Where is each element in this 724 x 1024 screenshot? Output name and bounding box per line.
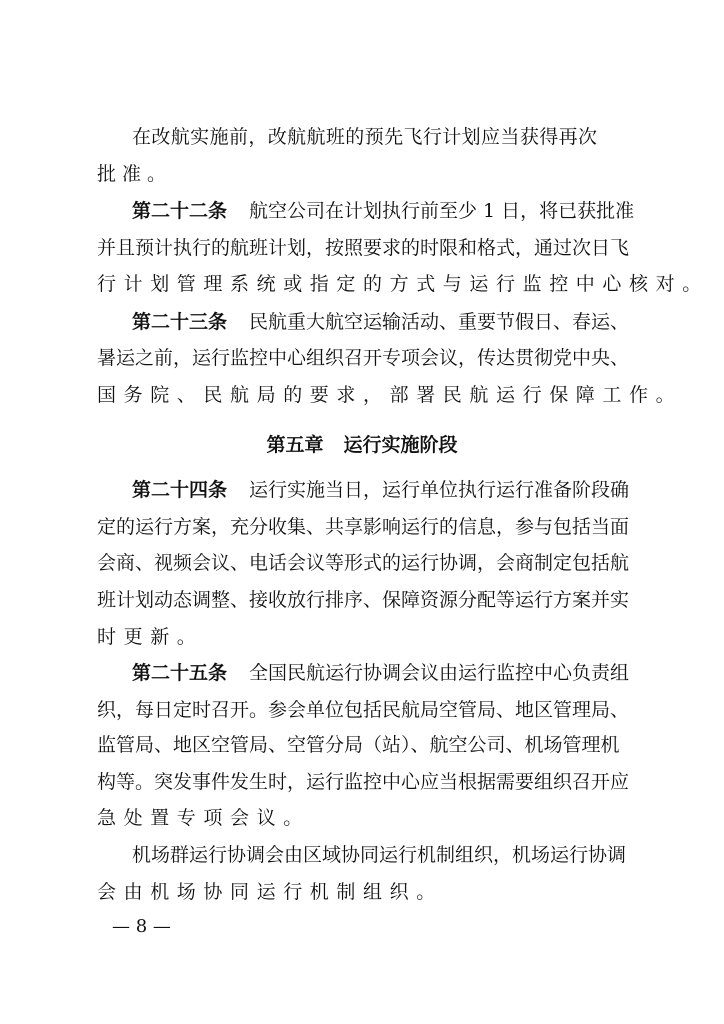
paragraph-line: 国务院、民航局的要求，部署民航运行保障工作。 <box>97 384 683 406</box>
article-text: 民航重大航空运输活动、重要节假日、春运、 <box>249 311 630 333</box>
paragraph-line: 时更新。 <box>97 626 204 648</box>
article-text: 运行实施当日，运行单位执行运行准备阶段确 <box>249 479 630 501</box>
chapter-title: 运行实施阶段 <box>343 434 458 456</box>
chapter-number: 第五章 <box>266 434 324 456</box>
paragraph-line: 暑运之前，运行监控中心组织召开专项会议，传达贯彻党中央、 <box>97 347 630 369</box>
paragraph-line: 会由机场协同运行机制组织。 <box>97 881 443 903</box>
article-22-line <box>132 199 635 223</box>
paragraph-line: 定的运行方案，充分收集、共享影响运行的信息，参与包括当面 <box>97 516 630 538</box>
paragraph-line: 班计划动态调整、接收放行排序、保障资源分配等运行方案并实 <box>97 589 630 611</box>
paragraph-line: 行计划管理系统或指定的方式与运行监控中心核对。 <box>97 273 709 295</box>
article-text: 全国民航运行协调会议由运行监控中心负责组 <box>249 662 630 684</box>
paragraph-line: 机场群运行协调会由区域协同运行机制组织，机场运行协调 <box>132 844 627 866</box>
chapter-heading <box>0 430 724 457</box>
article-24-line <box>132 478 630 502</box>
paragraph-line: 会商、视频会议、电话会议等形式的运行协调，会商制定包括航 <box>97 552 630 574</box>
article-heading: 第二十四条 <box>132 479 228 501</box>
paragraph-line: 在改航实施前，改航航班的预先飞行计划应当获得再次 <box>132 126 597 148</box>
paragraph-line: 构等。突发事件发生时，运行监控中心应当根据需要组织召开应 <box>97 771 630 793</box>
page-number: — 8 — <box>112 916 171 937</box>
article-25-line <box>132 661 630 685</box>
article-heading: 第二十二条 <box>132 200 228 222</box>
paragraph-line: 急处置专项会议。 <box>97 807 310 829</box>
paragraph-line: 织，每日定时召开。参会单位包括民航局空管局、地区管理局、 <box>97 699 630 721</box>
article-heading: 第二十五条 <box>132 662 228 684</box>
article-text: 航空公司在计划执行前至少 1 日，将已获批准 <box>249 200 635 222</box>
article-23-line <box>132 310 630 334</box>
article-heading: 第二十三条 <box>132 311 228 333</box>
paragraph-line: 批准。 <box>97 163 173 185</box>
paragraph-line: 并且预计执行的航班计划，按照要求的时限和格式，通过次日飞 <box>97 237 630 259</box>
paragraph-line: 监管局、地区空管局、空管分局（站）、航空公司、机场管理机 <box>97 734 620 756</box>
